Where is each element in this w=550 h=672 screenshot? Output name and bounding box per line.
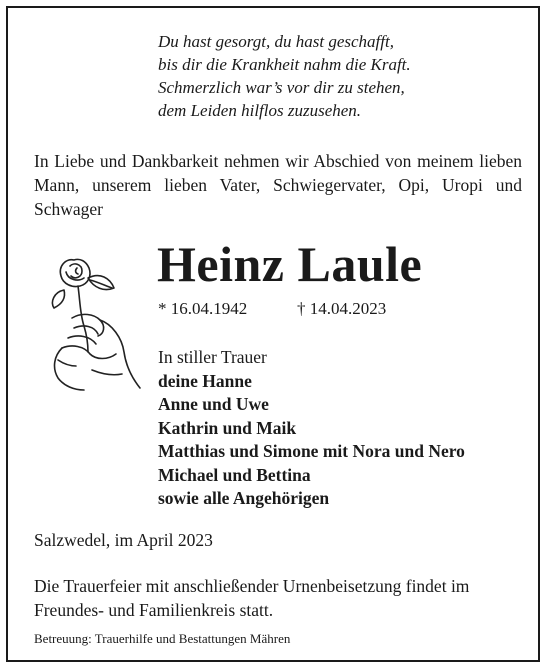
death-date: † 14.04.2023 xyxy=(297,299,387,318)
mourner-entry: Anne und Uwe xyxy=(158,394,269,414)
poem xyxy=(158,30,498,122)
mourner-entry: sowie alle Angehörigen xyxy=(158,488,330,508)
care-note: Betreuung: Trauerhilfe und Bestattungen Mähren xyxy=(34,631,291,646)
poem-line: Du hast gesorgt, du hast geschafft, xyxy=(158,32,394,51)
mourner-entry: Kathrin und Maik xyxy=(158,417,297,438)
mourners-heading: In stiller Trauer xyxy=(158,347,267,367)
obituary-card xyxy=(6,6,540,662)
poem-line: Schmerzlich war’s vor dir zu stehen, xyxy=(158,78,405,97)
rose-in-hand-icon xyxy=(44,248,144,393)
deceased-name: Heinz Laule xyxy=(157,236,423,292)
poem-line: dem Leiden hilflos zuzusehen. xyxy=(158,101,362,120)
mourner-entry: Matthias und Simone mit Nora und Nero xyxy=(158,441,465,461)
mourner-entry: deine Hanne xyxy=(158,370,252,391)
mourners-list xyxy=(158,346,538,511)
poem-line: bis dir die Krankheit nahm die Kraft. xyxy=(158,55,411,74)
place-date: Salzwedel, im April 2023 xyxy=(34,530,213,550)
intro-text: In Liebe und Dankbarkeit nehmen wir Abschied von meinem lieben Mann, unserem lieben Vater, Schwiegervater, Opi, Uropi und Schwager xyxy=(34,151,522,219)
mourner-entry: Michael und Bettina xyxy=(158,464,311,485)
birth-date: * 16.04.1942 xyxy=(158,299,248,318)
funeral-note: Die Trauerfeier mit anschließender Urnenbeisetzung findet im Freundes- und Familienkreis statt. xyxy=(34,576,470,620)
